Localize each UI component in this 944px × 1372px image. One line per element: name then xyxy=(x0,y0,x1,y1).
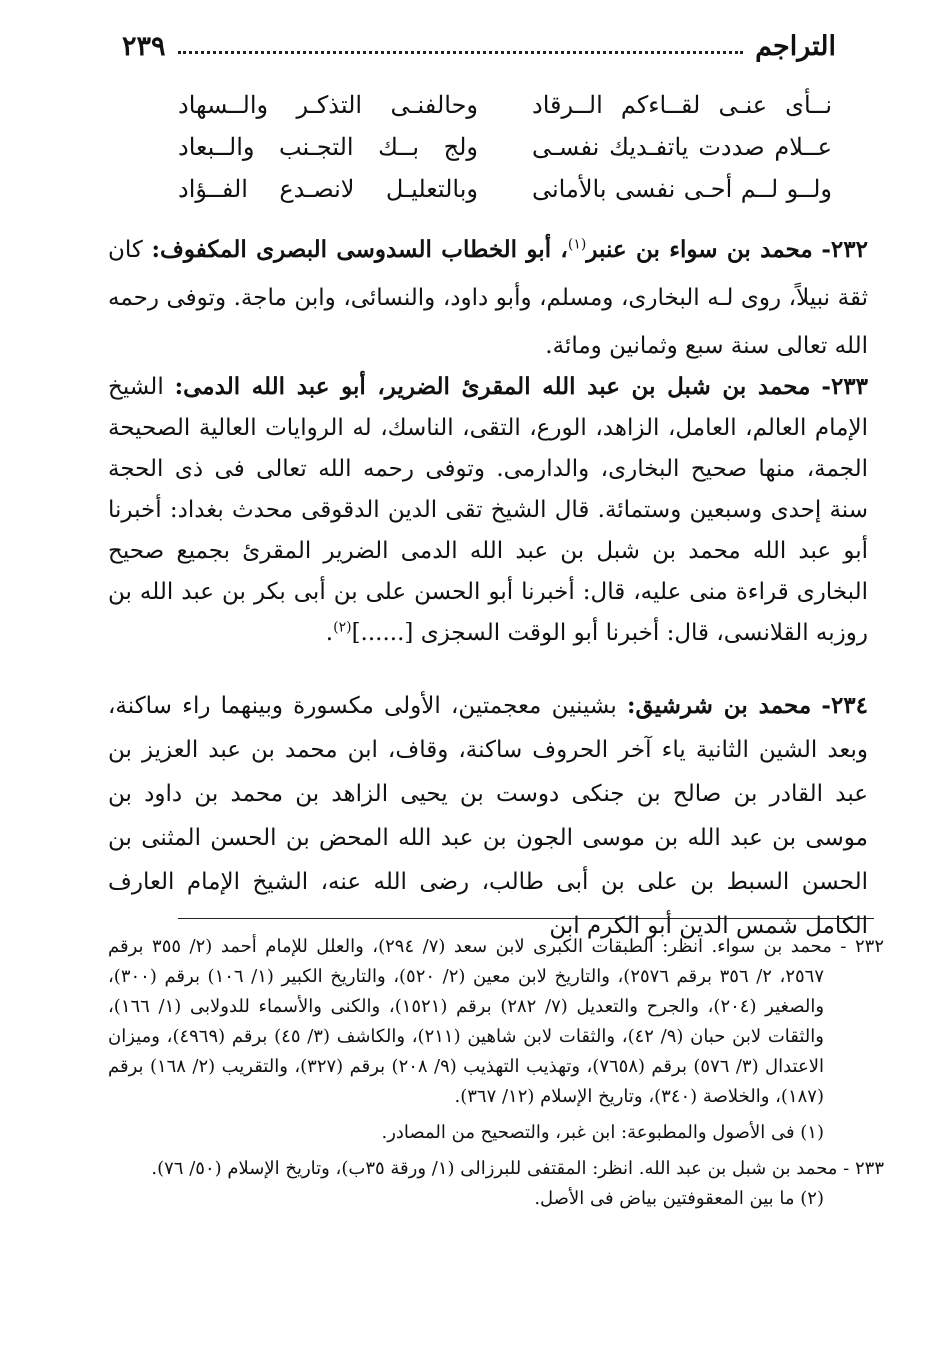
footnote-233: ٢٣٣ - محمد بن شبل بن عبد الله. انظر: المقتفى للبرزالى (١/ ورقة ٣٥ب)، وتاريخ الإسلام (٥٠/ ٧٦). xyxy=(151,1158,884,1179)
verse-second-hemistich: ولج بــك التجـنب والــبعاد xyxy=(178,133,478,161)
running-title: التراجم xyxy=(755,30,836,62)
verse-first-hemistich: ولــو لــم أحـى نفسى بالأمانى xyxy=(532,175,832,203)
entry-234 xyxy=(108,684,868,948)
poem-verse xyxy=(178,126,832,168)
entry-name-cont: ، أبو الخطاب السدوسى البصرى المكفوف: xyxy=(151,236,568,263)
footnote-232: ٢٣٢ - محمد بن سواء. انظر: الطبقات الكبرى لابن سعد (٧/ ٢٩٤)، والعلل للإمام أحمد (٢/ ٣٥٥ برقم ٢٥٦٧، ٢/ ٣٥٦ برقم ٢٥٧٦)، والتاريخ لابن معين (٢/ ٥٢٠)، والتاريخ الكبير (١/ ١٠٦) برقم (٣٠٠)، والصغير (٢٠٤)، والجرح والتعديل (٧/ ٢٨٢) برقم (١٥٢١)، والكنى والأسماء للدولابى (١/ ١٦٦)، والثقات لابن حبان (٩/ ٤٢)، والثقات لابن شاهين (٢١١)، والكاشف (٣/ ٤٥) برقم (٤٩٦٩)، وميزان الاعتدال (٣/ ٥٧٦) برقم (٧٦٥٨)، وتهذيب التهذيب (٩/ ٢٠٨) برقم (٣٢٧)، والتقريب (٢/ ١٦٨) برقم (١٨٧)، والخلاصة (٣٤٠)، وتاريخ الإسلام (١٢/ ٣٦٧). xyxy=(108,936,884,1107)
entry-233 xyxy=(108,366,868,654)
entry-name: محمد بن شبل بن عبد الله المقرئ الضرير، أبو عبد الله الدمى: xyxy=(174,373,811,400)
entry-number: ٢٣٤- xyxy=(821,692,868,719)
entry-body: بشينين معجمتين، الأولى مكسورة وبينهما راء ساكنة، وبعد الشين الثانية ياء آخر الحروف ساكنة، وقاف، ابن محمد بن عبد العزيز بن عبد القادر بن صالح بن جنكى دوست بن يحيى الزاهد بن محمد بن داود بن موسى بن عبد الله بن موسى الجون بن عبد الله المحض بن الحسن المثنى بن الحسن السبط بن على بن أبى طالب، رضى الله عنه، الشيخ الإمام العارف الكامل شمس الدين أبو الكرم ابن xyxy=(108,693,868,939)
footnotes xyxy=(108,932,884,1214)
entry-232 xyxy=(108,226,868,370)
running-header xyxy=(122,26,836,66)
page-number: ٢٣٩ xyxy=(122,30,166,62)
footnote-2: (٢) ما بين المعقوفتين بياض فى الأصل. xyxy=(534,1188,824,1209)
poem-verse xyxy=(178,168,832,210)
poem xyxy=(178,84,832,210)
verse-second-hemistich: وحالفنـى التذكـر والــسهاد xyxy=(178,91,478,119)
verse-first-hemistich: نــأى عنـى لقــاءكم الــرقاد xyxy=(532,91,832,119)
entry-body: كان ثقة نبيلاً، روى لـه البخارى، ومسلم، وأبو داود، والنسائى، وابن ماجة. وتوفى رحمه الله تعالى سنة سبع وثمانين ومائة. xyxy=(108,237,868,359)
entry-body: الشيخ الإمام العالم، العامل، الزاهد، الورع، التقى، الناسك، له الروايات العالية الصحيحة الجمة، منها صحيح البخارى، والدارمى. وتوفى رحمه الله تعالى فى ذى الحجة سنة إحدى وسبعين وستمائة. قال الشيخ تقى الدين الدقوقى محدث بغداد: أخبرنا أبو عبد الله محمد بن شبل بن عبد الله الدمى الضرير المقرئ بجميع صحيح البخارى قراءة منى عليه، قال: أخبرنا أبو الحسن على بن أبى بكر بن عبد الله بن روزبه القلانسى، قال: أخبرنا أبو الوقت السجزى [......] xyxy=(108,374,868,646)
entry-name: محمد بن سواء بن عنبر xyxy=(586,236,813,263)
footnote-separator xyxy=(178,918,874,919)
header-dotted-leader xyxy=(178,51,744,54)
verse-first-hemistich: عــلام صددت ياتفـديك نفسـى xyxy=(532,133,832,161)
footnote-ref: (١) xyxy=(567,236,587,253)
footnote-1: (١) فى الأصول والمطبوعة: ابن غبر، والتصحيح من المصادر. xyxy=(381,1122,824,1143)
entry-number: ٢٣٢- xyxy=(821,236,868,263)
footnote-ref: (٢) xyxy=(333,619,352,636)
poem-verse xyxy=(178,84,832,126)
entry-paragraph xyxy=(108,366,868,654)
entry-number: ٢٣٣- xyxy=(821,373,868,400)
entry-paragraph xyxy=(108,226,868,370)
entry-tail: . xyxy=(325,620,334,646)
entry-name: محمد بن شرشيق: xyxy=(627,692,812,719)
verse-second-hemistich: وبالتعليـل لانصـدع الفــؤاد xyxy=(178,175,478,203)
entry-paragraph xyxy=(108,684,868,948)
